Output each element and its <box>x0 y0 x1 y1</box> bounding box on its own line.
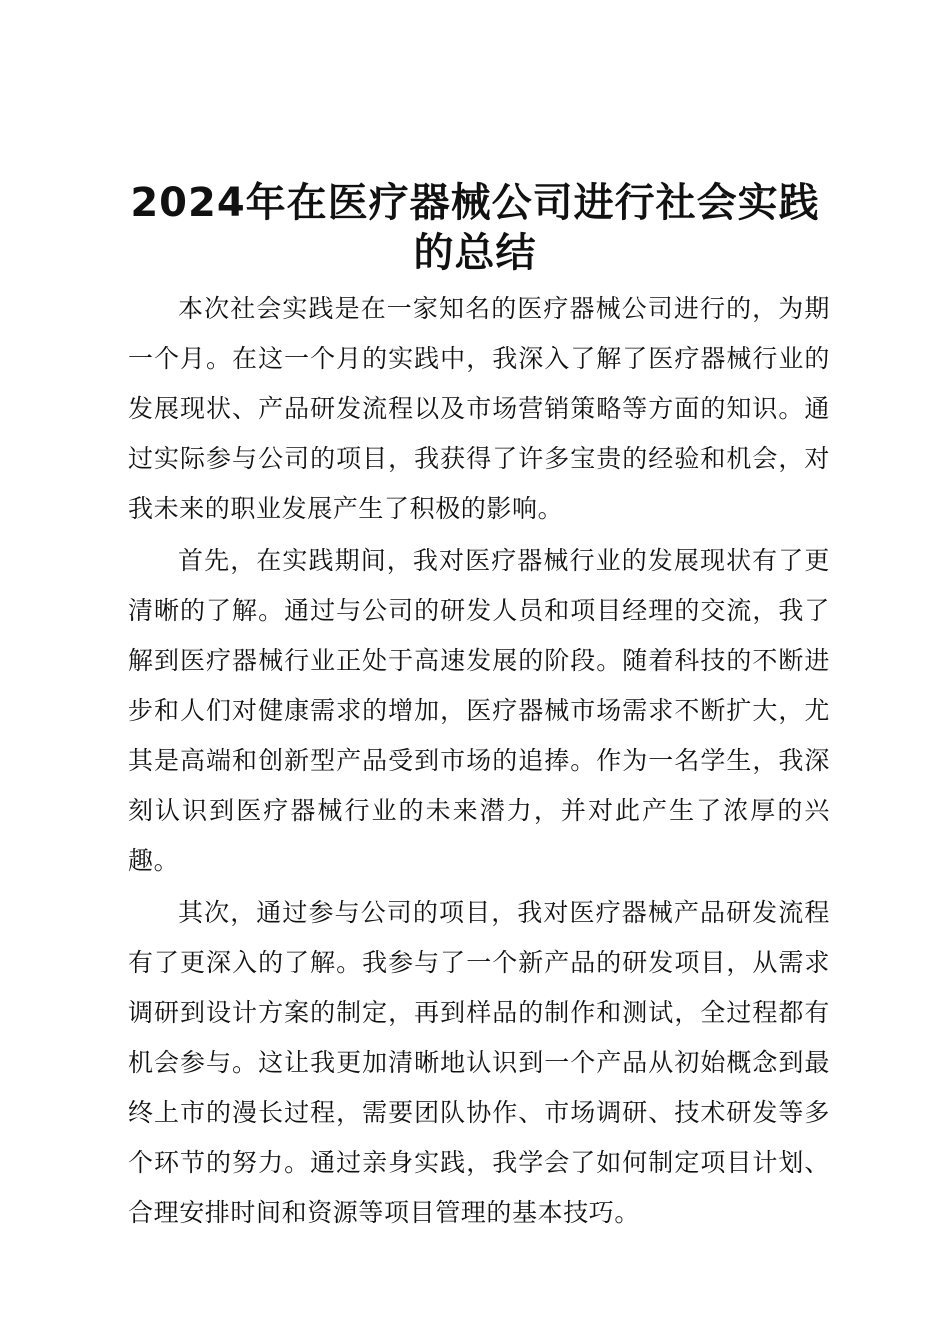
paragraph-intro: 本次社会实践是在一家知名的医疗器械公司进行的，为期一个月。在这一个月的实践中，我深入了解了医疗器械行业的发展现状、产品研发流程以及市场营销策略等方面的知识。通过实际参与公司的项目，我获得了许多宝贵的经验和机会，对我未来的职业发展产生了积极的影响。 <box>128 294 830 523</box>
paragraph-industry-status: 首先，在实践期间，我对医疗器械行业的发展现状有了更清晰的了解。通过与公司的研发人员和项目经理的交流，我了解到医疗器械行业正处于高速发展的阶段。随着科技的不断进步和人们对健康需求的增加，医疗器械市场需求不断扩大，尤其是高端和创新型产品受到市场的追捧。作为一名学生，我深刻认识到医疗器械行业的未来潜力，并对此产生了浓厚的兴趣。 <box>128 546 830 875</box>
document-title: 2024年在医疗器械公司进行社会实践的总结 <box>130 180 820 276</box>
paragraph-rd-process: 其次，通过参与公司的项目，我对医疗器械产品研发流程有了更深入的了解。我参与了一个新产品的研发项目，从需求调研到设计方案的制定，再到样品的制作和测试，全过程都有机会参与。这让我更加清晰地认识到一个产品从初始概念到最终上市的漫长过程，需要团队协作、市场调研、技术研发等多个环节的努力。通过亲身实践，我学会了如何制定项目计划、合理安排时间和资源等项目管理的基本技巧。 <box>128 898 830 1227</box>
document-body <box>128 284 830 1240</box>
